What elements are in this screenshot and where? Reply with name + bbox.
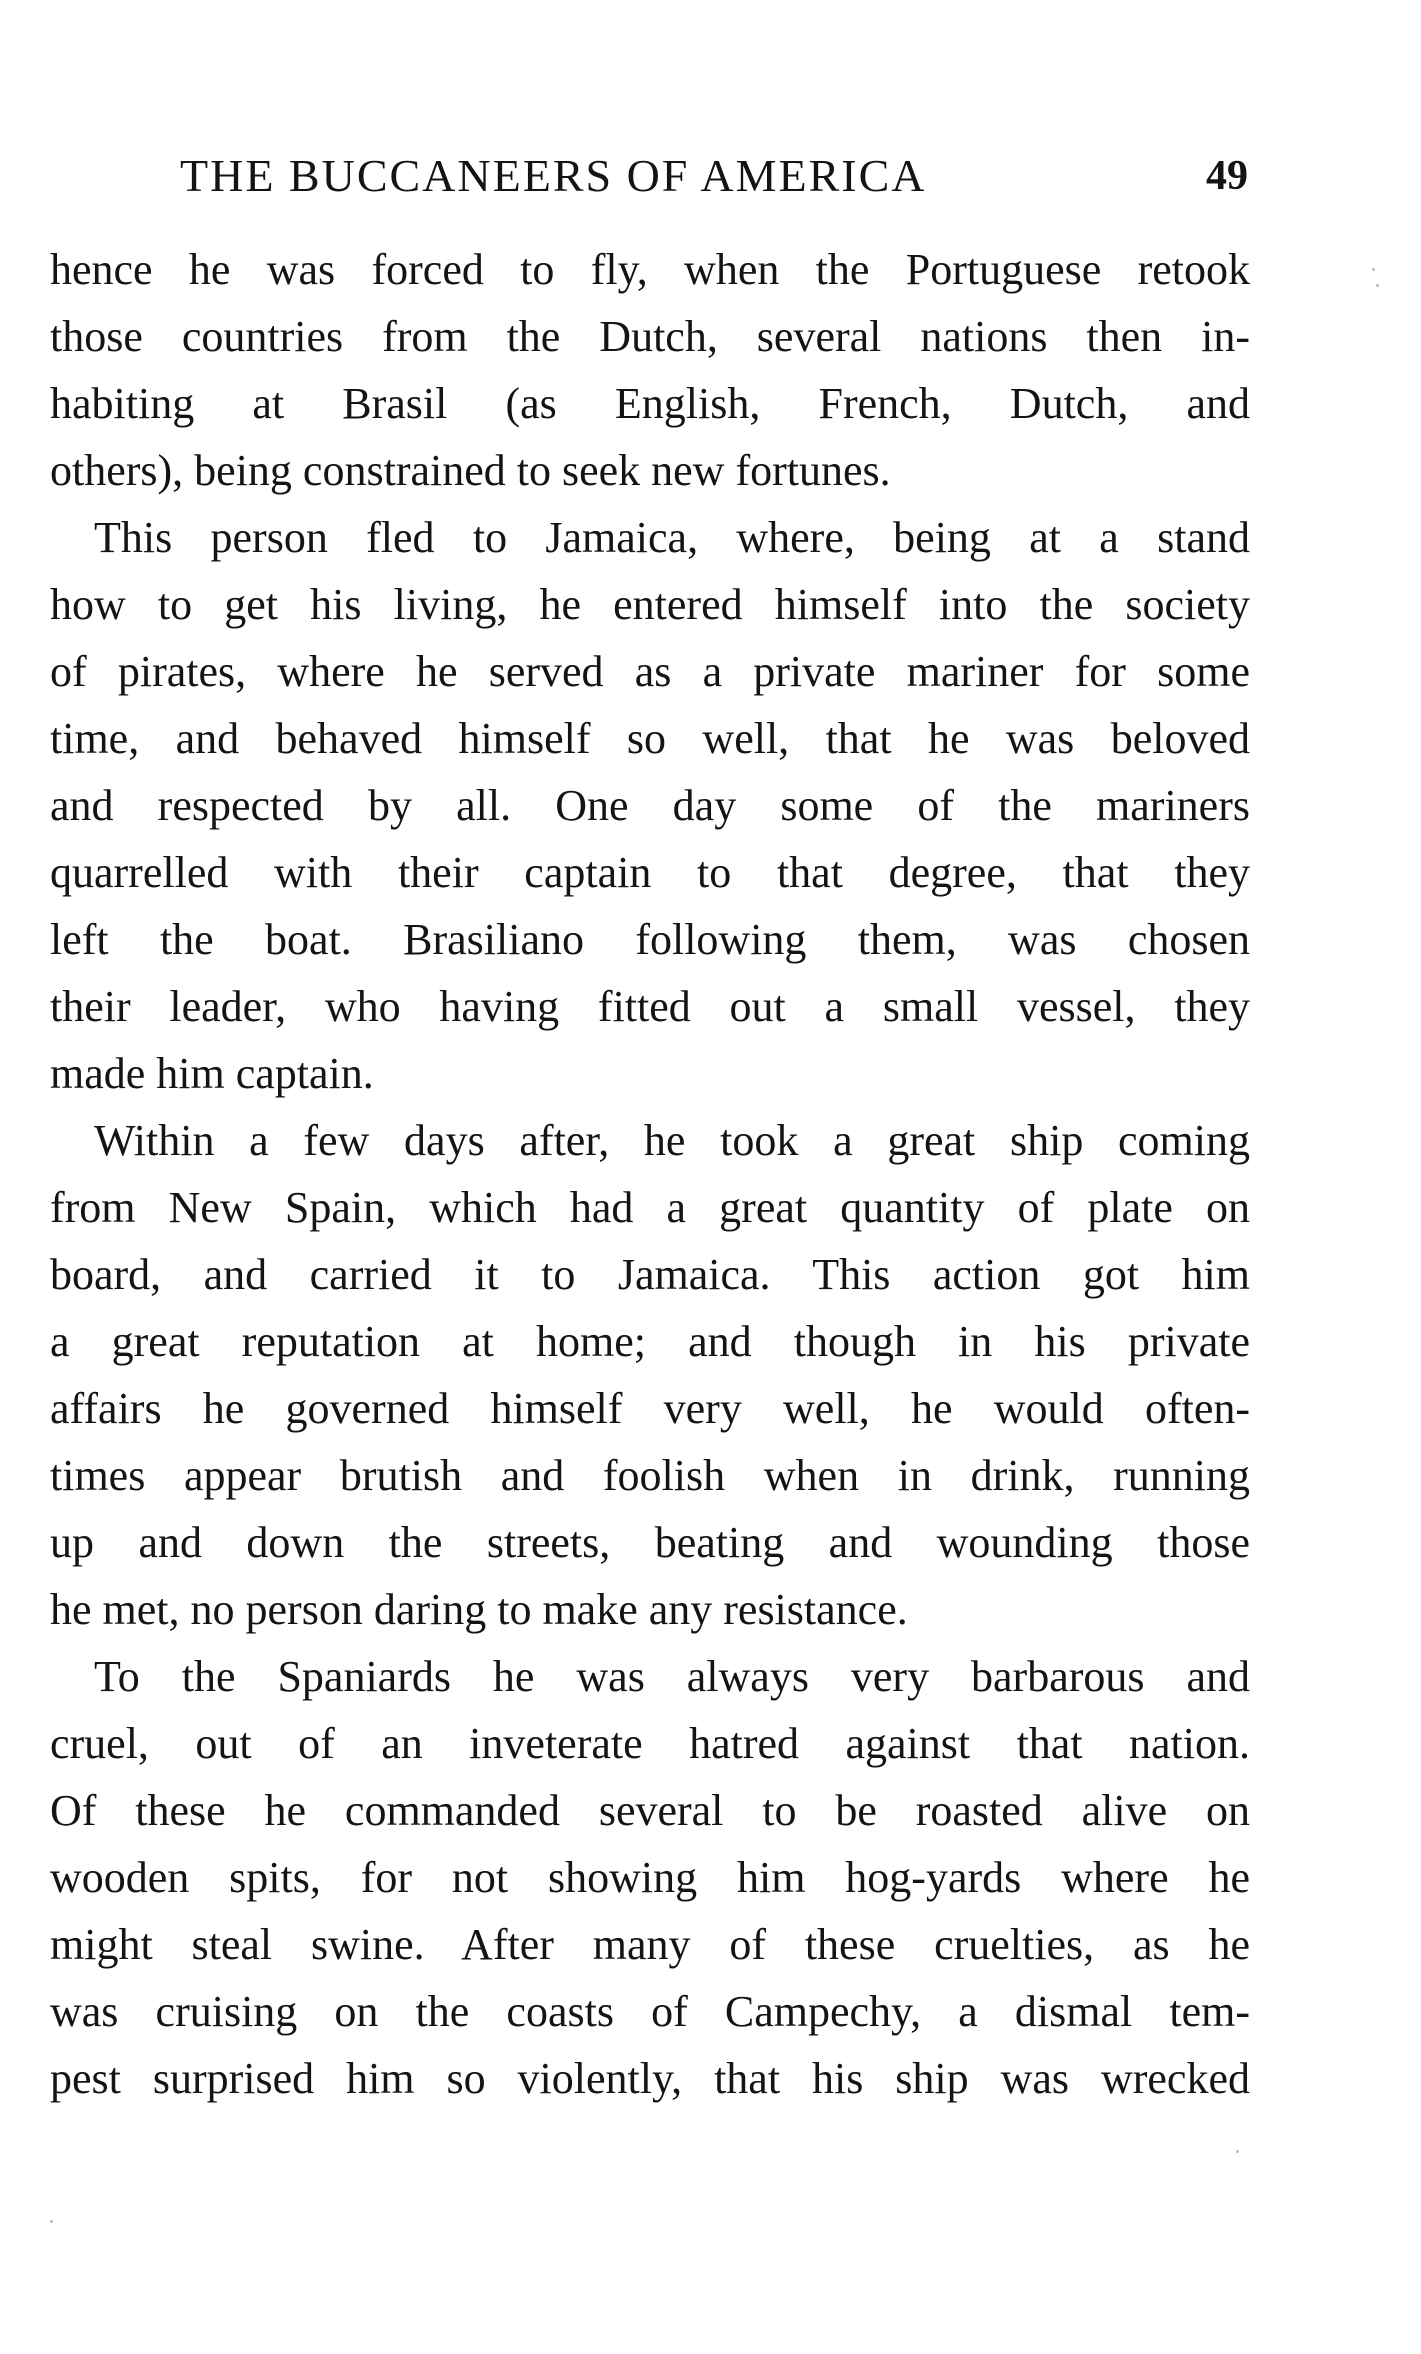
paper-speck [50, 2220, 53, 2223]
text-line: made him captain. [50, 1049, 374, 1098]
paper-speck [1376, 284, 1379, 287]
text-line: how to get his living, he entered himself into the society [50, 580, 1250, 629]
paragraph-2 [50, 504, 1250, 1107]
text-line: up and down the streets, beating and wounding those [50, 1518, 1250, 1567]
text-line: their leader, who having fitted out a small vessel, they [50, 982, 1250, 1031]
running-title: THE BUCCANEERS OF AMERICA [180, 150, 927, 201]
text-line: others), being constrained to seek new fortunes. [50, 446, 891, 495]
text-line: left the boat. Brasiliano following them, was chosen [50, 915, 1250, 964]
text-line: times appear brutish and foolish when in drink, running [50, 1451, 1250, 1500]
text-line: To the Spaniards he was always very barbarous and [94, 1652, 1250, 1701]
text-line: of pirates, where he served as a private mariner for some [50, 647, 1250, 696]
paragraph-4 [50, 1643, 1250, 2112]
text-line: This person fled to Jamaica, where, being at a stand [94, 513, 1250, 562]
text-line: from New Spain, which had a great quantity of plate on [50, 1183, 1250, 1232]
text-line: Within a few days after, he took a great ship coming [94, 1116, 1250, 1165]
text-line: pest surprised him so violently, that his ship was wrecked [50, 2054, 1250, 2103]
text-line: and respected by all. One day some of the mariners [50, 781, 1250, 830]
text-line: those countries from the Dutch, several nations then in- [50, 312, 1250, 361]
body-text [50, 236, 1250, 2112]
paper-speck [1236, 2150, 1239, 2153]
paper-speck [1372, 268, 1375, 271]
paragraph-1 [50, 236, 1250, 504]
text-line: Of these he commanded several to be roasted alive on [50, 1786, 1250, 1835]
text-line: wooden spits, for not showing him hog-yards where he [50, 1853, 1250, 1902]
text-line: time, and behaved himself so well, that he was beloved [50, 714, 1250, 763]
text-line: a great reputation at home; and though in his private [50, 1317, 1250, 1366]
page-number: 49 [1206, 153, 1248, 199]
text-line: habiting at Brasil (as English, French, Dutch, and [50, 379, 1250, 428]
running-head [168, 146, 1248, 206]
text-line: affairs he governed himself very well, he would often- [50, 1384, 1250, 1433]
text-line: was cruising on the coasts of Campechy, a dismal tem- [50, 1987, 1250, 2036]
text-line: might steal swine. After many of these cruelties, as he [50, 1920, 1250, 1969]
text-line: hence he was forced to fly, when the Portuguese retook [50, 245, 1250, 294]
text-line: quarrelled with their captain to that degree, that they [50, 848, 1250, 897]
text-line: board, and carried it to Jamaica. This action got him [50, 1250, 1250, 1299]
text-line: cruel, out of an inveterate hatred against that nation. [50, 1719, 1250, 1768]
text-line: he met, no person daring to make any resistance. [50, 1585, 908, 1634]
paragraph-3 [50, 1107, 1250, 1643]
